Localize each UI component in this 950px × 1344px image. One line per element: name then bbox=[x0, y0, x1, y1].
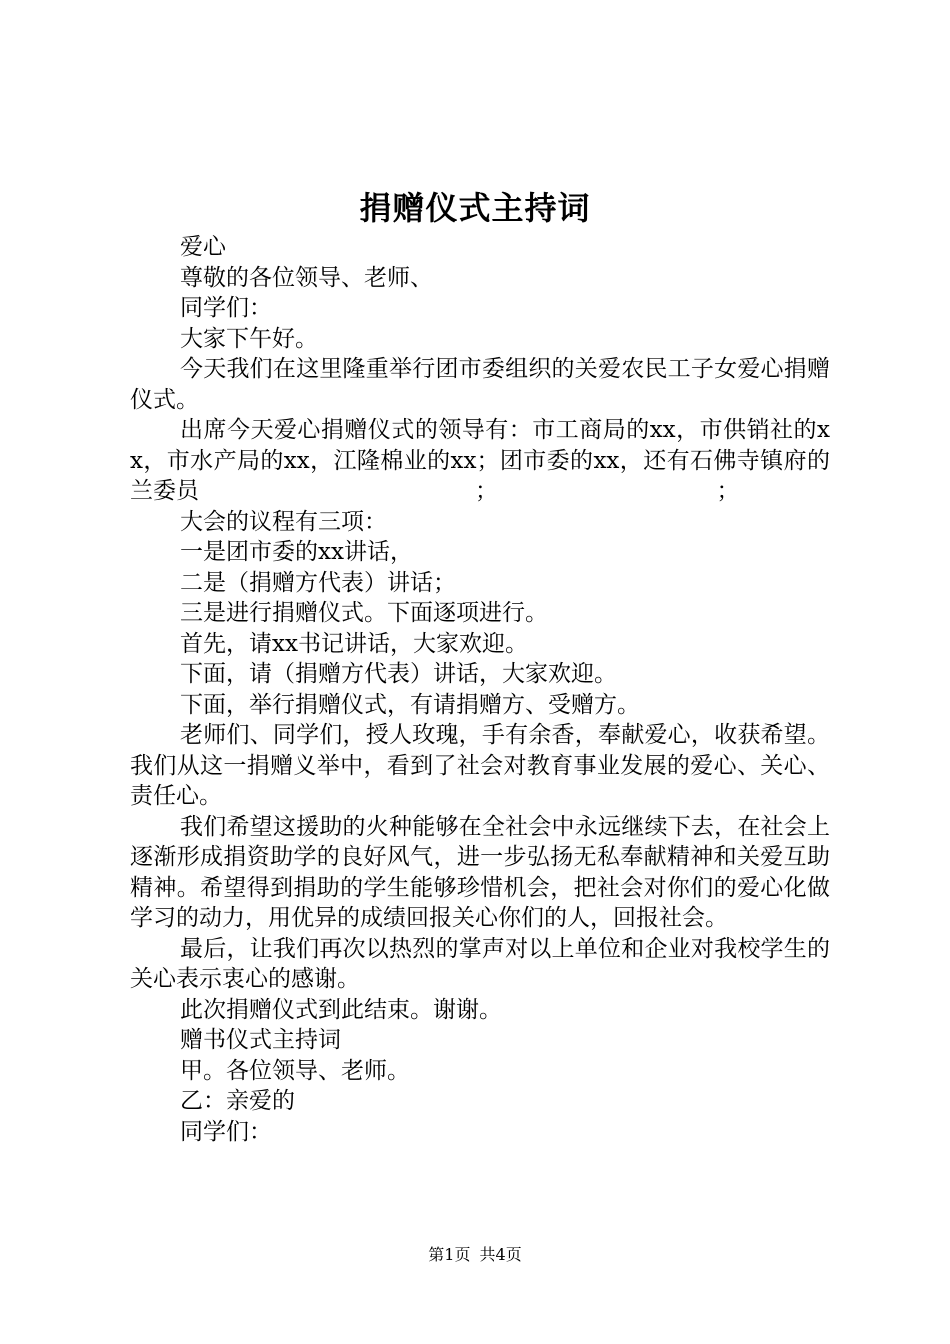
paragraph: 同学们： bbox=[180, 295, 272, 321]
page-total: 共4页 bbox=[479, 1245, 522, 1264]
paragraph: 甲。各位领导、老师。 bbox=[180, 1057, 410, 1084]
paragraph: 赠书仪式主持词 bbox=[180, 1027, 341, 1053]
page-footer bbox=[0, 1244, 950, 1266]
paragraph: 此次捐赠仪式到此结束。谢谢。 bbox=[180, 996, 502, 1023]
document-body bbox=[130, 232, 830, 1147]
paragraph: 一是团市委的xx讲话， bbox=[180, 539, 413, 565]
paragraph: 下面，请（捐赠方代表）讲话，大家欢迎。 bbox=[180, 661, 617, 687]
paragraph: 老师们、同学们，授人玫瑰，手有余香，奉献爱心，收获希望。我们从这一捐赠义举中，看到了社会对教育事业发展的爱心、关心、责任心。 bbox=[130, 722, 830, 809]
page-number: 第1页 bbox=[428, 1245, 471, 1264]
paragraph: 尊敬的各位领导、老师、 bbox=[180, 264, 433, 291]
paragraph: 大会的议程有三项： bbox=[180, 508, 387, 535]
paragraph: 爱心 bbox=[180, 234, 226, 260]
paragraph: 二是（捐赠方代表）讲话； bbox=[180, 569, 456, 596]
document-title: 捐赠仪式主持词 bbox=[359, 189, 591, 227]
paragraph: 同学们： bbox=[180, 1118, 272, 1145]
paragraph: 大家下午好。 bbox=[180, 325, 318, 352]
paragraph: 今天我们在这里隆重举行团市委组织的关爱农民工子女爱心捐赠仪式。 bbox=[130, 356, 830, 413]
paragraph: 我们希望这援助的火种能够在全社会中永远继续下去，在社会上逐渐形成捐资助学的良好风气，进一步弘扬无私奉献精神和关爱互助精神。希望得到捐助的学生能够珍惜机会，把社会对你们的爱心化做学习的动力，用优异的成绩回报关心你们的人，回报社会。 bbox=[130, 813, 830, 931]
paragraph: 出席今天爱心捐赠仪式的领导有：市工商局的xx，市供销社的xx，市水产局的xx，江隆棉业的xx；团市委的xx，还有石佛寺镇府的兰委员 ； ； bbox=[130, 417, 830, 504]
paragraph: 乙：亲爱的 bbox=[180, 1088, 295, 1114]
paragraph: 下面，举行捐赠仪式，有请捐赠方、受赠方。 bbox=[180, 691, 640, 718]
paragraph: 最后，让我们再次以热烈的掌声对以上单位和企业对我校学生的关心表示衷心的感谢。 bbox=[130, 935, 830, 992]
paragraph: 首先，请xx书记讲话，大家欢迎。 bbox=[180, 630, 528, 657]
paragraph: 三是进行捐赠仪式。下面逐项进行。 bbox=[180, 600, 548, 626]
